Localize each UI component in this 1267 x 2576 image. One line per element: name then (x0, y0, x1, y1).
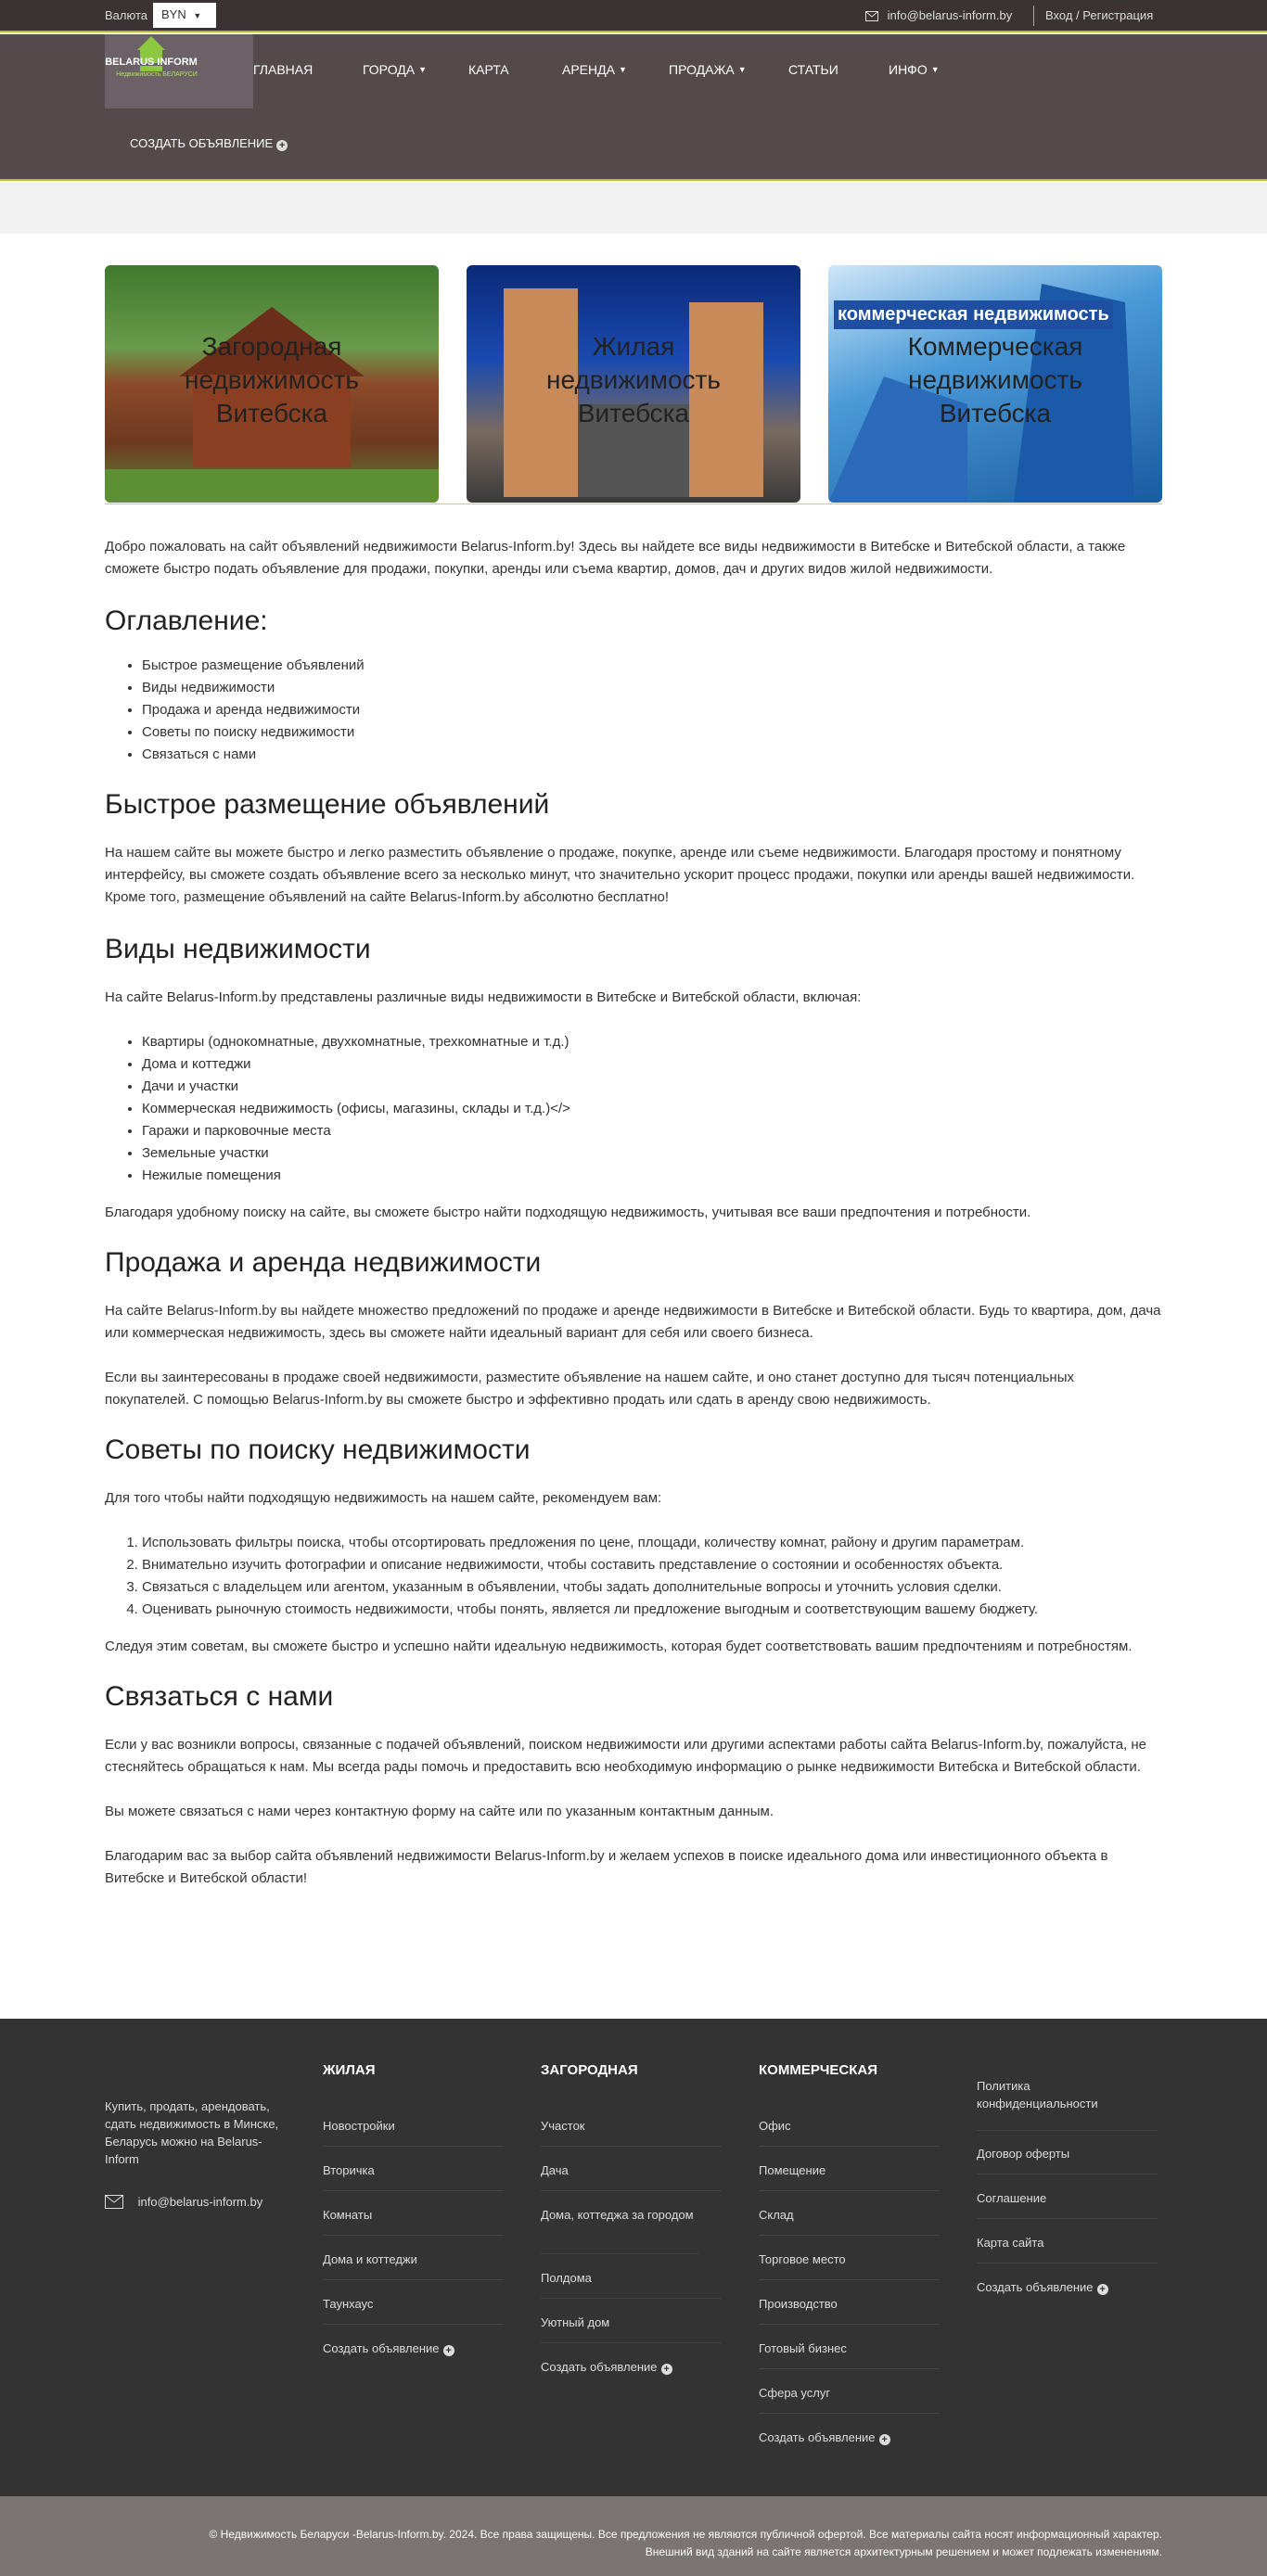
card-country-property[interactable] (105, 265, 439, 503)
create-listing-label: СОЗДАТЬ ОБЪЯВЛЕНИЕ (130, 136, 274, 150)
header-email: info@belarus-inform.by (887, 8, 1013, 22)
footer-link[interactable]: Договор оферты (977, 2145, 1158, 2174)
list-item: • Квартиры (однокомнатные, двухкомнатные, трехкомнатные и т.д.) (142, 1031, 1162, 1053)
footer-link[interactable]: Дома, коттеджа за городом (541, 2206, 698, 2254)
list-item: 4. Оценивать рыночную стоимость недвижимости, чтобы понять, является ли предложение выгодным и соответствующим вашему бюджету. (142, 1599, 1162, 1621)
footer-link-label: Создать объявление (541, 2360, 658, 2374)
footer-link[interactable]: Дома и коттеджи (323, 2251, 504, 2280)
nav-item-info[interactable] (889, 62, 940, 77)
nav-item-label: КАРТА (468, 62, 509, 77)
footer-link[interactable]: Дача (541, 2162, 722, 2191)
top-bar (0, 0, 1267, 32)
toc-link[interactable]: • Советы по поиску недвижимости (142, 721, 1162, 744)
footer-link[interactable]: Полдома (541, 2269, 722, 2299)
caret-down-icon: ▼ (618, 65, 627, 74)
footer-link[interactable]: Склад (759, 2206, 940, 2236)
plus-circle-icon: + (1097, 2284, 1108, 2295)
list-item: • Дачи и участки (142, 1076, 1162, 1098)
main-content (105, 536, 1162, 1890)
nav-item-rent[interactable] (562, 62, 627, 77)
list-item: 3. Связаться с владельцем или агентом, указанным в объявлении, чтобы задать дополнительные вопросы и уточнить условия сделки. (142, 1576, 1162, 1599)
section-paragraph: Благодарим вас за выбор сайта объявлений недвижимости Belarus-Inform.by и желаем успехов в поиске идеального дома или инвестиционного объекта в Витебске и Витебской области! (105, 1848, 1108, 1886)
section-paragraph: На сайте Belarus-Inform.by представлены различные виды недвижимости в Витебске и Витебской области, включая: (105, 989, 862, 1005)
footer-link[interactable]: Готовый бизнес (759, 2340, 940, 2369)
section-paragraph: Следуя этим советам, вы сможете быстро и успешно найти идеальную недвижимость, которая будет соответствовать вашим предпочтениям и потребностям. (105, 1639, 1133, 1654)
caret-down-icon: ▼ (930, 65, 940, 74)
list-item: 2. Внимательно изучить фотографии и описание недвижимости, чтобы составить представление о состоянии и особенностях объекта. (142, 1554, 1162, 1576)
footer-link[interactable]: Торговое место (759, 2251, 940, 2280)
nav-item-label: ПРОДАЖА (669, 62, 735, 77)
footer-email-link[interactable] (105, 2195, 262, 2209)
copyright-bar (0, 2496, 1267, 2576)
category-cards (105, 265, 1162, 504)
footer-link[interactable]: Производство (759, 2295, 940, 2325)
section-paragraph: Если у вас возникли вопросы, связанные с подачей объявлений, поиском недвижимости или другими аспектами работы сайта Belarus-Inform.by, пожалуйста, не стесняйтесь обращаться к нам. Мы всегда рады помочь и предоставить всю необходимую информацию о рынке недвижимости Витебска и Витебской области. (105, 1737, 1147, 1775)
login-register-link[interactable]: Вход / Регистрация (1045, 8, 1154, 22)
nav-item-articles[interactable] (788, 62, 838, 77)
card-commercial-property[interactable] (828, 265, 1162, 503)
section-paragraph: Вы можете связаться с нами через контактную форму на сайте или по указанным контактным данным. (105, 1804, 774, 1819)
site-logo[interactable] (105, 34, 253, 108)
copyright-text: © Недвижимость Беларуси -Belarus-Inform.by. 2024. Все права защищены. Все предложения не являются публичной офертой. Все материалы сайта носят информационный характер. (209, 2528, 1162, 2541)
footer-link[interactable]: Новостройки (323, 2117, 504, 2147)
plus-circle-icon: + (276, 140, 288, 151)
plus-circle-icon: + (443, 2345, 454, 2356)
nav-item-label: СТАТЬИ (788, 62, 838, 77)
footer-create-listing[interactable] (541, 2358, 722, 2376)
nav-item-sale[interactable] (669, 62, 747, 77)
plus-circle-icon: + (879, 2434, 890, 2445)
nav-item-cities[interactable] (363, 62, 427, 77)
card-tag: коммерческая недвижимость (834, 300, 1113, 329)
footer-create-listing[interactable] (977, 2278, 1158, 2296)
intro-paragraph: Добро пожаловать на сайт объявлений недвижимости Belarus-Inform.by! Здесь вы найдете все виды недвижимости в Витебске и Витебской области, а также сможете быстро подать объявление для продажи, покупки, аренды или съема квартир, домов, дач и других видов жилой недвижимости. (105, 539, 1126, 577)
section-paragraph: На нашем сайте вы можете быстро и легко разместить объявление о продаже, покупке, аренде или съеме недвижимости. Благодаря простому и понятному интерфейсу, вы сможете создать объявление всего за несколько минут, что значительно ускорит процесс продажи, покупки или аренды вашей недвижимости. Кроме того, размещение объявлений на сайте Belarus-Inform.by абсолютно бесплатно! (105, 845, 1135, 905)
nav-item-label: ГОРОДА (363, 62, 416, 77)
currency-select[interactable] (153, 3, 216, 28)
footer-link[interactable]: Политика конфиденциальности (977, 2077, 1158, 2131)
nav-item-home[interactable] (253, 62, 313, 77)
envelope-icon (865, 11, 878, 21)
card-caption: Коммерческая недвижимость Витебска (907, 332, 1083, 427)
footer-link[interactable]: Карта сайта (977, 2234, 1158, 2264)
list-item: • Земельные участки (142, 1142, 1162, 1165)
footer-col-title: ЗАГОРОДНАЯ (541, 2062, 638, 2078)
footer-link[interactable]: Офис (759, 2117, 940, 2147)
footer-link[interactable]: Уютный дом (541, 2314, 722, 2343)
footer (0, 2019, 1267, 2496)
footer-col-title: ЖИЛАЯ (323, 2062, 376, 2078)
card-caption: Жилая недвижимость Витебска (546, 332, 721, 427)
section-title: Советы по поиску недвижимости (105, 1435, 531, 1465)
logo-image (105, 34, 253, 108)
toc-link[interactable]: • Связаться с нами (142, 744, 1162, 766)
nav-item-label: АРЕНДА (562, 62, 615, 77)
footer-col-title: КОММЕРЧЕСКАЯ (759, 2062, 877, 2078)
footer-email: info@belarus-inform.by (137, 2195, 263, 2209)
toc-link[interactable]: • Быстрое размещение объявлений (142, 655, 1162, 677)
section-title: Быстрое размещение объявлений (105, 789, 550, 820)
footer-create-listing[interactable] (323, 2340, 504, 2357)
card-residential-property[interactable] (467, 265, 800, 503)
footer-link[interactable]: Участок (541, 2117, 722, 2147)
toc-link[interactable]: • Продажа и аренда недвижимости (142, 699, 1162, 721)
tips-list (105, 1532, 1162, 1621)
section-paragraph: На сайте Belarus-Inform.by вы найдете множество предложений по продаже и аренде недвижимости в Витебске и Витебской области. Будь то квартира, дом, дача или коммерческая недвижимость, здесь вы сможете найти идеальный вариант для себя или своего бизнеса. (105, 1303, 1161, 1341)
footer-link[interactable]: Вторичка (323, 2162, 504, 2191)
chevron-down-icon: ▼ (193, 11, 202, 20)
header-email-link[interactable] (865, 8, 1012, 22)
list-item: 1. Использовать фильтры поиска, чтобы отсортировать предложения по цене, площади, количеству комнат, району и другим параметрам. (142, 1532, 1162, 1554)
section-title: Виды недвижимости (105, 934, 371, 964)
section-title: Связаться с нами (105, 1681, 334, 1712)
footer-about: Купить, продать, арендовать, сдать недвижимость в Минске, Беларусь можно на Belarus-Inform (105, 2099, 279, 2166)
footer-link[interactable]: Таунхаус (323, 2295, 504, 2325)
footer-link[interactable]: Сфера услуг (759, 2384, 940, 2414)
list-item: • Нежилые помещения (142, 1165, 1162, 1187)
toc-link[interactable]: • Виды недвижимости (142, 677, 1162, 699)
property-types-list (105, 1031, 1162, 1187)
section-paragraph: Благодаря удобному поиску на сайте, вы сможете быстро найти подходящую недвижимость, учитывая все ваши предпочтения и потребности. (105, 1205, 1031, 1220)
svg-text:Недвижимость БЕЛАРУСИ: Недвижимость БЕЛАРУСИ (116, 71, 198, 78)
divider (1033, 6, 1034, 26)
footer-create-listing[interactable] (759, 2429, 940, 2446)
section-paragraph: Для того чтобы найти подходящую недвижимость на нашем сайте, рекомендуем вам: (105, 1490, 662, 1506)
nav-item-label: ИНФО (889, 62, 928, 77)
caret-down-icon: ▼ (418, 65, 428, 74)
svg-text:BELARUS INFORM: BELARUS INFORM (105, 57, 198, 68)
footer-link-label: Создать объявление (977, 2280, 1094, 2294)
main-navigation (0, 34, 1267, 181)
card-caption: Загородная недвижимость Витебска (185, 332, 359, 427)
currency-value: BYN (161, 7, 186, 21)
section-paragraph: Если вы заинтересованы в продаже своей недвижимости, разместите объявление на нашем сайте, и оно станет доступно для тысяч потенциальных покупателей. С помощью Belarus-Inform.by вы сможете быстро и эффективно продать или сдать в аренду свою недвижимость. (105, 1370, 1074, 1408)
footer-link[interactable]: Соглашение (977, 2189, 1158, 2219)
section-title: Продажа и аренда недвижимости (105, 1247, 542, 1278)
nav-item-map[interactable] (468, 62, 509, 77)
toc-list (105, 655, 1162, 766)
footer-link[interactable]: Помещение (759, 2162, 940, 2191)
nav-item-label: ГЛАВНАЯ (253, 62, 314, 77)
plus-circle-icon: + (661, 2364, 672, 2375)
currency-label: Валюта (105, 8, 147, 22)
footer-link-label: Создать объявление (759, 2430, 876, 2444)
envelope-icon (105, 2195, 123, 2209)
create-listing-button[interactable] (130, 136, 288, 151)
caret-down-icon: ▼ (737, 65, 747, 74)
footer-link[interactable]: Комнаты (323, 2206, 504, 2236)
copyright-note: Внешний вид зданий на сайте является архитектурным решением и может подлежать изменениям. (645, 2545, 1162, 2558)
list-item: • Коммерческая недвижимость (офисы, магазины, склады и т.д.)</> (142, 1098, 1162, 1120)
page-title-band (0, 183, 1267, 234)
toc-title: Оглавление: (105, 606, 268, 636)
footer-link-label: Создать объявление (323, 2341, 440, 2355)
list-item: • Гаражи и парковочные места (142, 1120, 1162, 1142)
list-item: • Дома и коттеджи (142, 1053, 1162, 1076)
